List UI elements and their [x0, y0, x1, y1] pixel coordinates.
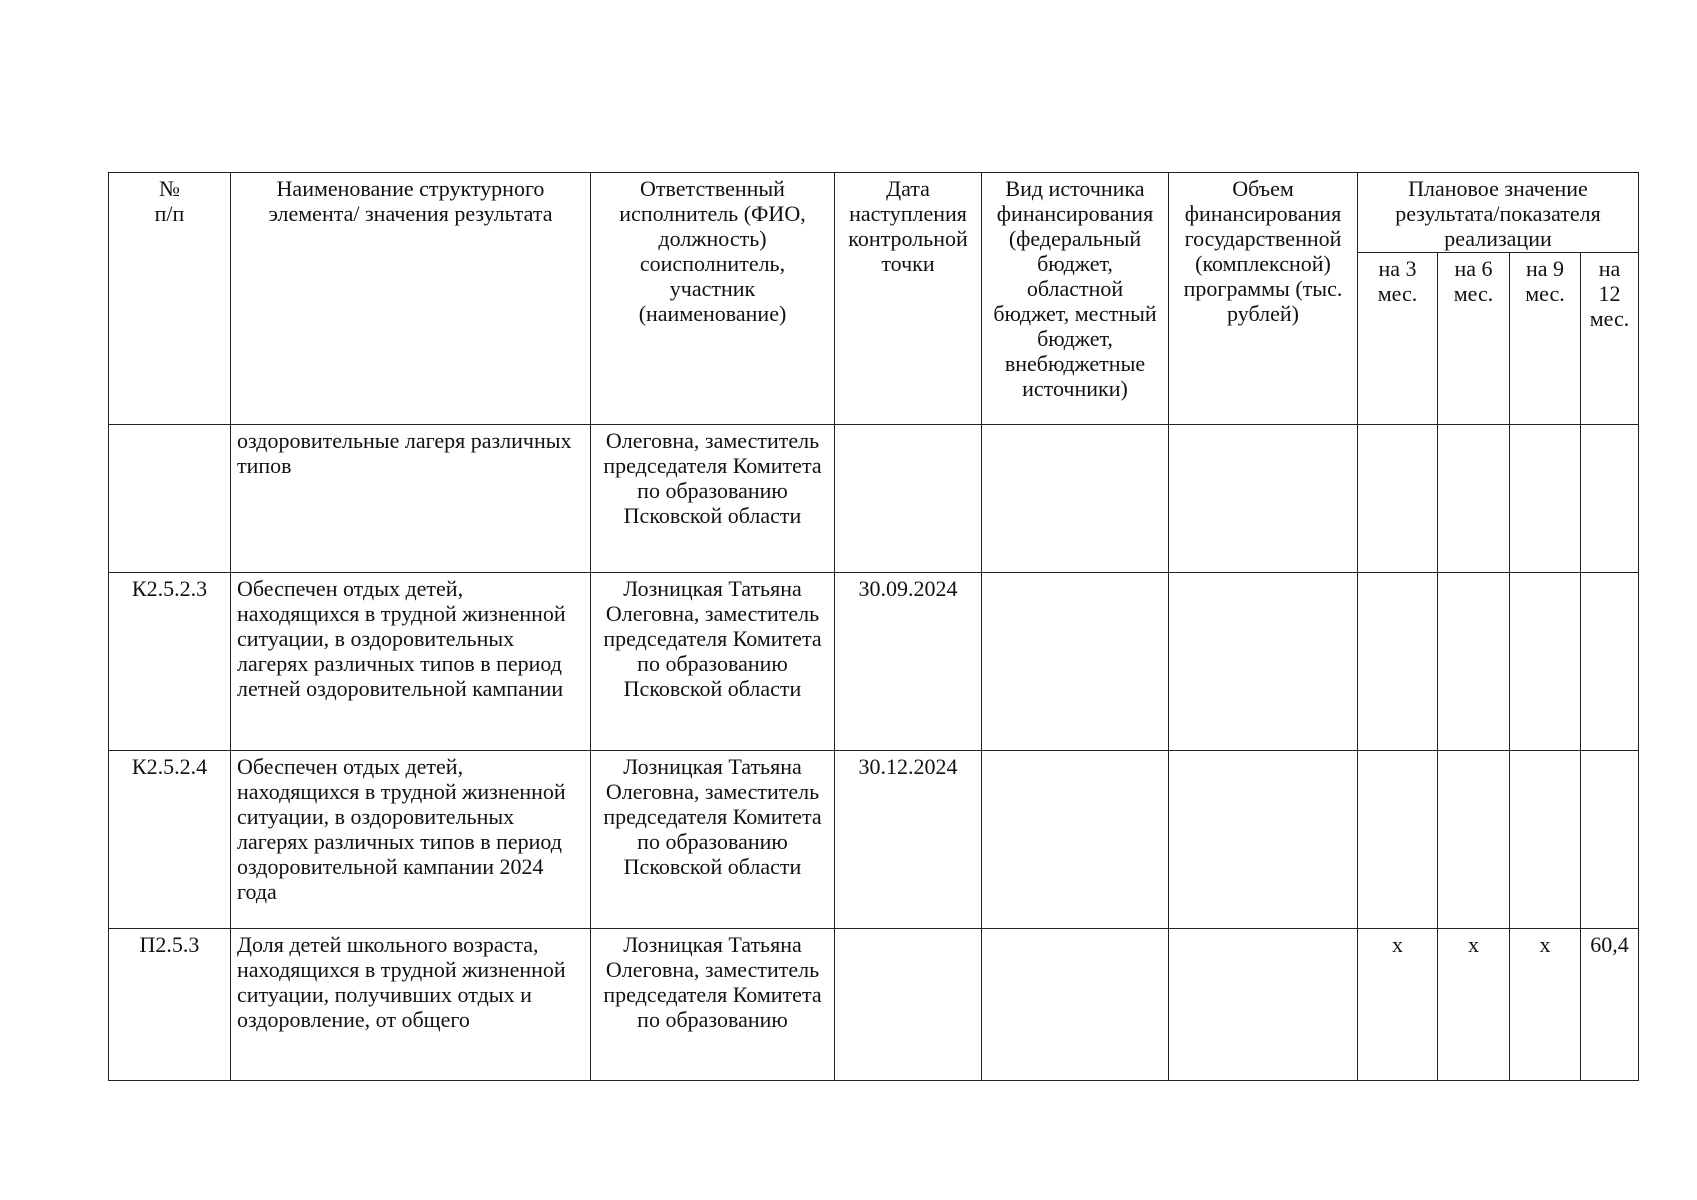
row-name: оздоровительные лагеря различных типов: [231, 425, 591, 573]
row-responsible: Лозницкая Татьяна Олеговна, заместитель председателя Комитета по образованию Псковской области: [591, 573, 835, 751]
header-volume: Объем финансирования государственной (комплексной) программы (тыс. рублей): [1169, 173, 1358, 425]
row-12-months: [1581, 573, 1639, 751]
row-volume: [1169, 573, 1358, 751]
row-9-months: [1510, 425, 1581, 573]
row-9-months: [1510, 573, 1581, 751]
row-name: Обеспечен отдых детей, находящихся в трудной жизненной ситуации, в оздоровительных лагерях различных типов в период оздоровительной кампании 2024 года: [231, 751, 591, 929]
row-source: [982, 751, 1169, 929]
header-source: Вид источника финансирования (федеральный бюджет, областной бюджет, местный бюджет, внебюджетные источники): [982, 173, 1169, 425]
row-12-months: 60,4: [1581, 929, 1639, 1081]
row-responsible: Лозницкая Татьяна Олеговна, заместитель председателя Комитета по образованию Псковской области: [591, 751, 835, 929]
row-12-months: [1581, 425, 1639, 573]
row-name: Доля детей школьного возраста, находящихся в трудной жизненной ситуации, получивших отдых и оздоровление, от общего: [231, 929, 591, 1081]
row-source: [982, 425, 1169, 573]
header-name: Наименование структурного элемента/ значения результата: [231, 173, 591, 425]
table-row: [109, 751, 1639, 929]
row-source: [982, 929, 1169, 1081]
row-date: 30.12.2024: [835, 751, 982, 929]
row-3-months: [1358, 425, 1438, 573]
row-volume: [1169, 751, 1358, 929]
header-6-months: на 6 мес.: [1438, 253, 1510, 425]
header-date: Дата наступления контрольной точки: [835, 173, 982, 425]
plan-table: [108, 172, 1639, 1081]
table-row: [109, 425, 1639, 573]
row-3-months: x: [1358, 929, 1438, 1081]
row-9-months: [1510, 751, 1581, 929]
header-12-months: на 12 мес.: [1581, 253, 1639, 425]
row-6-months: [1438, 425, 1510, 573]
row-responsible: Лозницкая Татьяна Олеговна, заместитель председателя Комитета по образованию: [591, 929, 835, 1081]
row-num: [109, 425, 231, 573]
row-responsible: Олеговна, заместитель председателя Комитета по образованию Псковской области: [591, 425, 835, 573]
row-6-months: [1438, 751, 1510, 929]
row-6-months: [1438, 573, 1510, 751]
header-9-months: на 9 мес.: [1510, 253, 1581, 425]
row-9-months: x: [1510, 929, 1581, 1081]
table-header-row: [109, 173, 1639, 253]
row-num: К2.5.2.3: [109, 573, 231, 751]
row-12-months: [1581, 751, 1639, 929]
row-num: П2.5.3: [109, 929, 231, 1081]
row-date: [835, 929, 982, 1081]
row-volume: [1169, 929, 1358, 1081]
header-responsible: Ответственный исполнитель (ФИО, должность) соисполнитель, участник (наименование): [591, 173, 835, 425]
header-num: № п/п: [109, 173, 231, 425]
header-3-months: на 3 мес.: [1358, 253, 1438, 425]
header-planned-value: Плановое значение результата/показателя реализации: [1358, 173, 1639, 253]
table-row: [109, 573, 1639, 751]
row-date: 30.09.2024: [835, 573, 982, 751]
row-name: Обеспечен отдых детей, находящихся в трудной жизненной ситуации, в оздоровительных лагерях различных типов в период летней оздоровительной кампании: [231, 573, 591, 751]
row-3-months: [1358, 751, 1438, 929]
row-3-months: [1358, 573, 1438, 751]
row-volume: [1169, 425, 1358, 573]
row-source: [982, 573, 1169, 751]
row-6-months: x: [1438, 929, 1510, 1081]
table-row: [109, 929, 1639, 1081]
row-date: [835, 425, 982, 573]
row-num: К2.5.2.4: [109, 751, 231, 929]
